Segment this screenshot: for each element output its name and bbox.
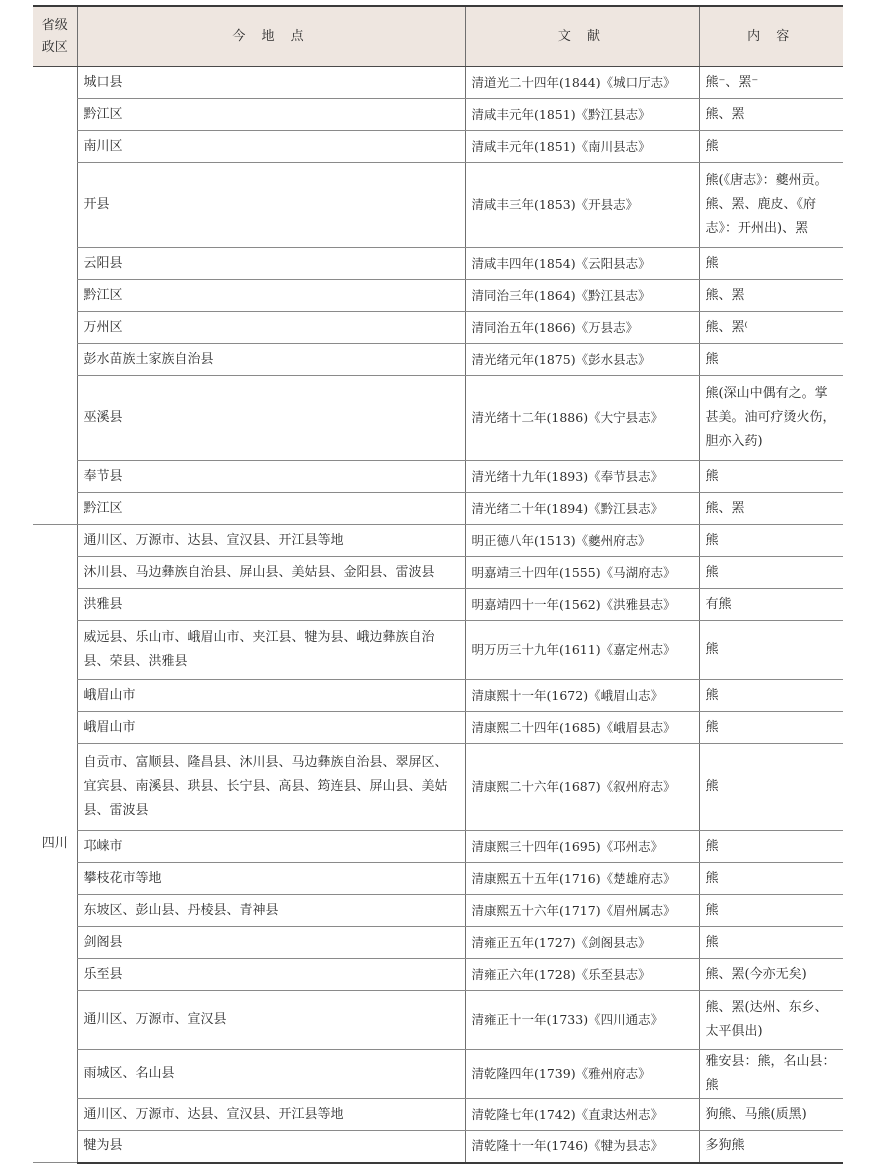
table-row bbox=[33, 991, 843, 1050]
table-row bbox=[33, 248, 843, 280]
place-cell: 巫溪县 bbox=[77, 376, 465, 461]
source-cell: 清康熙五十五年(1716)《楚雄府志》 bbox=[465, 863, 699, 895]
source-cell: 明正德八年(1513)《夔州府志》 bbox=[465, 525, 699, 557]
content-cell: 熊 bbox=[699, 131, 843, 163]
content-cell: 雅安县：熊，名山县：熊 bbox=[699, 1050, 843, 1099]
source-cell: 明万历三十九年(1611)《嘉定州志》 bbox=[465, 621, 699, 680]
table-body bbox=[33, 67, 843, 1163]
content-cell: 熊、罴(达州、东乡、太平俱出) bbox=[699, 991, 843, 1050]
table-row bbox=[33, 67, 843, 99]
content-cell: 熊(《唐志》：夔州贡。熊、罴、鹿皮、《府志》：开州出)、罴 bbox=[699, 163, 843, 248]
content-cell: 熊、罴 bbox=[699, 280, 843, 312]
table-row bbox=[33, 589, 843, 621]
place-cell: 城口县 bbox=[77, 67, 465, 99]
table-row bbox=[33, 831, 843, 863]
province-cell bbox=[33, 67, 77, 525]
place-cell: 沐川县、马边彝族自治县、屏山县、美姑县、金阳县、雷波县 bbox=[77, 557, 465, 589]
source-cell: 清同治五年(1866)《万县志》 bbox=[465, 312, 699, 344]
content-cell: 熊 bbox=[699, 895, 843, 927]
content-cell: 熊 bbox=[699, 744, 843, 831]
header-province-line2: 政区 bbox=[41, 39, 68, 55]
content-cell: 熊、罴 bbox=[699, 99, 843, 131]
table-row bbox=[33, 99, 843, 131]
source-cell: 清乾隆十一年(1746)《犍为县志》 bbox=[465, 1131, 699, 1163]
content-cell: 狗熊、马熊(质黑) bbox=[699, 1099, 843, 1131]
table-row bbox=[33, 621, 843, 680]
content-cell: 熊 bbox=[699, 621, 843, 680]
table-row bbox=[33, 863, 843, 895]
content-cell: 熊 bbox=[699, 525, 843, 557]
table-row bbox=[33, 1131, 843, 1163]
place-cell: 犍为县 bbox=[77, 1131, 465, 1163]
source-cell: 清康熙二十四年(1685)《峨眉县志》 bbox=[465, 712, 699, 744]
table-row bbox=[33, 376, 843, 461]
source-cell: 清道光二十四年(1844)《城口厅志》 bbox=[465, 67, 699, 99]
place-cell: 洪雅县 bbox=[77, 589, 465, 621]
content-cell: 熊、罴 bbox=[699, 493, 843, 525]
place-cell: 东坡区、彭山县、丹棱县、青神县 bbox=[77, 895, 465, 927]
source-cell: 清光绪十九年(1893)《奉节县志》 bbox=[465, 461, 699, 493]
table-row bbox=[33, 895, 843, 927]
content-cell: 熊 bbox=[699, 557, 843, 589]
place-cell: 南川区 bbox=[77, 131, 465, 163]
table-row bbox=[33, 1099, 843, 1131]
header-source: 文 献 bbox=[465, 6, 699, 67]
table-row bbox=[33, 680, 843, 712]
header-content: 内 容 bbox=[699, 6, 843, 67]
header-row bbox=[33, 6, 843, 67]
content-cell: 熊、罴(今亦无矣) bbox=[699, 959, 843, 991]
place-cell: 彭水苗族土家族自治县 bbox=[77, 344, 465, 376]
place-cell: 攀枝花市等地 bbox=[77, 863, 465, 895]
source-cell: 清光绪十二年(1886)《大宁县志》 bbox=[465, 376, 699, 461]
source-cell: 清康熙二十六年(1687)《叙州府志》 bbox=[465, 744, 699, 831]
source-cell: 清雍正六年(1728)《乐至县志》 bbox=[465, 959, 699, 991]
table-row bbox=[33, 461, 843, 493]
table-row bbox=[33, 163, 843, 248]
content-cell: 熊 bbox=[699, 863, 843, 895]
content-cell: 熊、罴⁽ bbox=[699, 312, 843, 344]
content-cell: 熊(深山中偶有之。掌甚美。油可疗烫火伤，胆亦入药) bbox=[699, 376, 843, 461]
place-cell: 乐至县 bbox=[77, 959, 465, 991]
header-province bbox=[33, 6, 77, 67]
content-cell: 熊⁻、罴⁻ bbox=[699, 67, 843, 99]
source-cell: 清光绪元年(1875)《彭水县志》 bbox=[465, 344, 699, 376]
place-cell: 万州区 bbox=[77, 312, 465, 344]
content-cell: 熊 bbox=[699, 344, 843, 376]
table-row bbox=[33, 131, 843, 163]
place-cell: 通川区、万源市、达县、宣汉县、开江县等地 bbox=[77, 1099, 465, 1131]
place-cell: 邛崃市 bbox=[77, 831, 465, 863]
table-row bbox=[33, 712, 843, 744]
source-cell: 明嘉靖三十四年(1555)《马湖府志》 bbox=[465, 557, 699, 589]
place-cell: 黔江区 bbox=[77, 99, 465, 131]
table-row bbox=[33, 525, 843, 557]
source-cell: 清咸丰元年(1851)《黔江县志》 bbox=[465, 99, 699, 131]
source-cell: 清咸丰元年(1851)《南川县志》 bbox=[465, 131, 699, 163]
header-place: 今 地 点 bbox=[77, 6, 465, 67]
place-cell: 通川区、万源市、宣汉县 bbox=[77, 991, 465, 1050]
content-cell: 多狗熊 bbox=[699, 1131, 843, 1163]
table-row bbox=[33, 280, 843, 312]
table-row bbox=[33, 1050, 843, 1099]
content-cell: 熊 bbox=[699, 680, 843, 712]
gazetteer-table bbox=[33, 5, 843, 1164]
table-row bbox=[33, 959, 843, 991]
place-cell: 威远县、乐山市、峨眉山市、夹江县、犍为县、峨边彝族自治县、荣县、洪雅县 bbox=[77, 621, 465, 680]
header-province-line1: 省级 bbox=[41, 17, 68, 33]
table-row bbox=[33, 312, 843, 344]
content-cell: 熊 bbox=[699, 461, 843, 493]
place-cell: 云阳县 bbox=[77, 248, 465, 280]
table-row bbox=[33, 493, 843, 525]
content-cell: 熊 bbox=[699, 927, 843, 959]
place-cell: 奉节县 bbox=[77, 461, 465, 493]
place-cell: 黔江区 bbox=[77, 280, 465, 312]
place-cell: 雨城区、名山县 bbox=[77, 1050, 465, 1099]
place-cell: 开县 bbox=[77, 163, 465, 248]
source-cell: 清雍正十一年(1733)《四川通志》 bbox=[465, 991, 699, 1050]
place-cell: 黔江区 bbox=[77, 493, 465, 525]
source-cell: 清咸丰四年(1854)《云阳县志》 bbox=[465, 248, 699, 280]
source-cell: 清康熙十一年(1672)《峨眉山志》 bbox=[465, 680, 699, 712]
source-cell: 清雍正五年(1727)《剑阁县志》 bbox=[465, 927, 699, 959]
place-cell: 峨眉山市 bbox=[77, 680, 465, 712]
table-row bbox=[33, 744, 843, 831]
source-cell: 清乾隆七年(1742)《直隶达州志》 bbox=[465, 1099, 699, 1131]
source-cell: 清光绪二十年(1894)《黔江县志》 bbox=[465, 493, 699, 525]
place-cell: 剑阁县 bbox=[77, 927, 465, 959]
source-cell: 清乾隆四年(1739)《雅州府志》 bbox=[465, 1050, 699, 1099]
table-row bbox=[33, 344, 843, 376]
table-row bbox=[33, 927, 843, 959]
table-row bbox=[33, 557, 843, 589]
source-cell: 清同治三年(1864)《黔江县志》 bbox=[465, 280, 699, 312]
content-cell: 熊 bbox=[699, 831, 843, 863]
place-cell: 峨眉山市 bbox=[77, 712, 465, 744]
place-cell: 自贡市、富顺县、隆昌县、沐川县、马边彝族自治县、翠屏区、宜宾县、南溪县、珙县、长宁县、高县、筠连县、屏山县、美姑县、雷波县 bbox=[77, 744, 465, 831]
content-cell: 有熊 bbox=[699, 589, 843, 621]
source-cell: 清康熙三十四年(1695)《邛州志》 bbox=[465, 831, 699, 863]
source-cell: 明嘉靖四十一年(1562)《洪雅县志》 bbox=[465, 589, 699, 621]
content-cell: 熊 bbox=[699, 248, 843, 280]
source-cell: 清咸丰三年(1853)《开县志》 bbox=[465, 163, 699, 248]
place-cell: 通川区、万源市、达县、宣汉县、开江县等地 bbox=[77, 525, 465, 557]
province-cell: 四川 bbox=[33, 525, 77, 1163]
content-cell: 熊 bbox=[699, 712, 843, 744]
source-cell: 清康熙五十六年(1717)《眉州属志》 bbox=[465, 895, 699, 927]
